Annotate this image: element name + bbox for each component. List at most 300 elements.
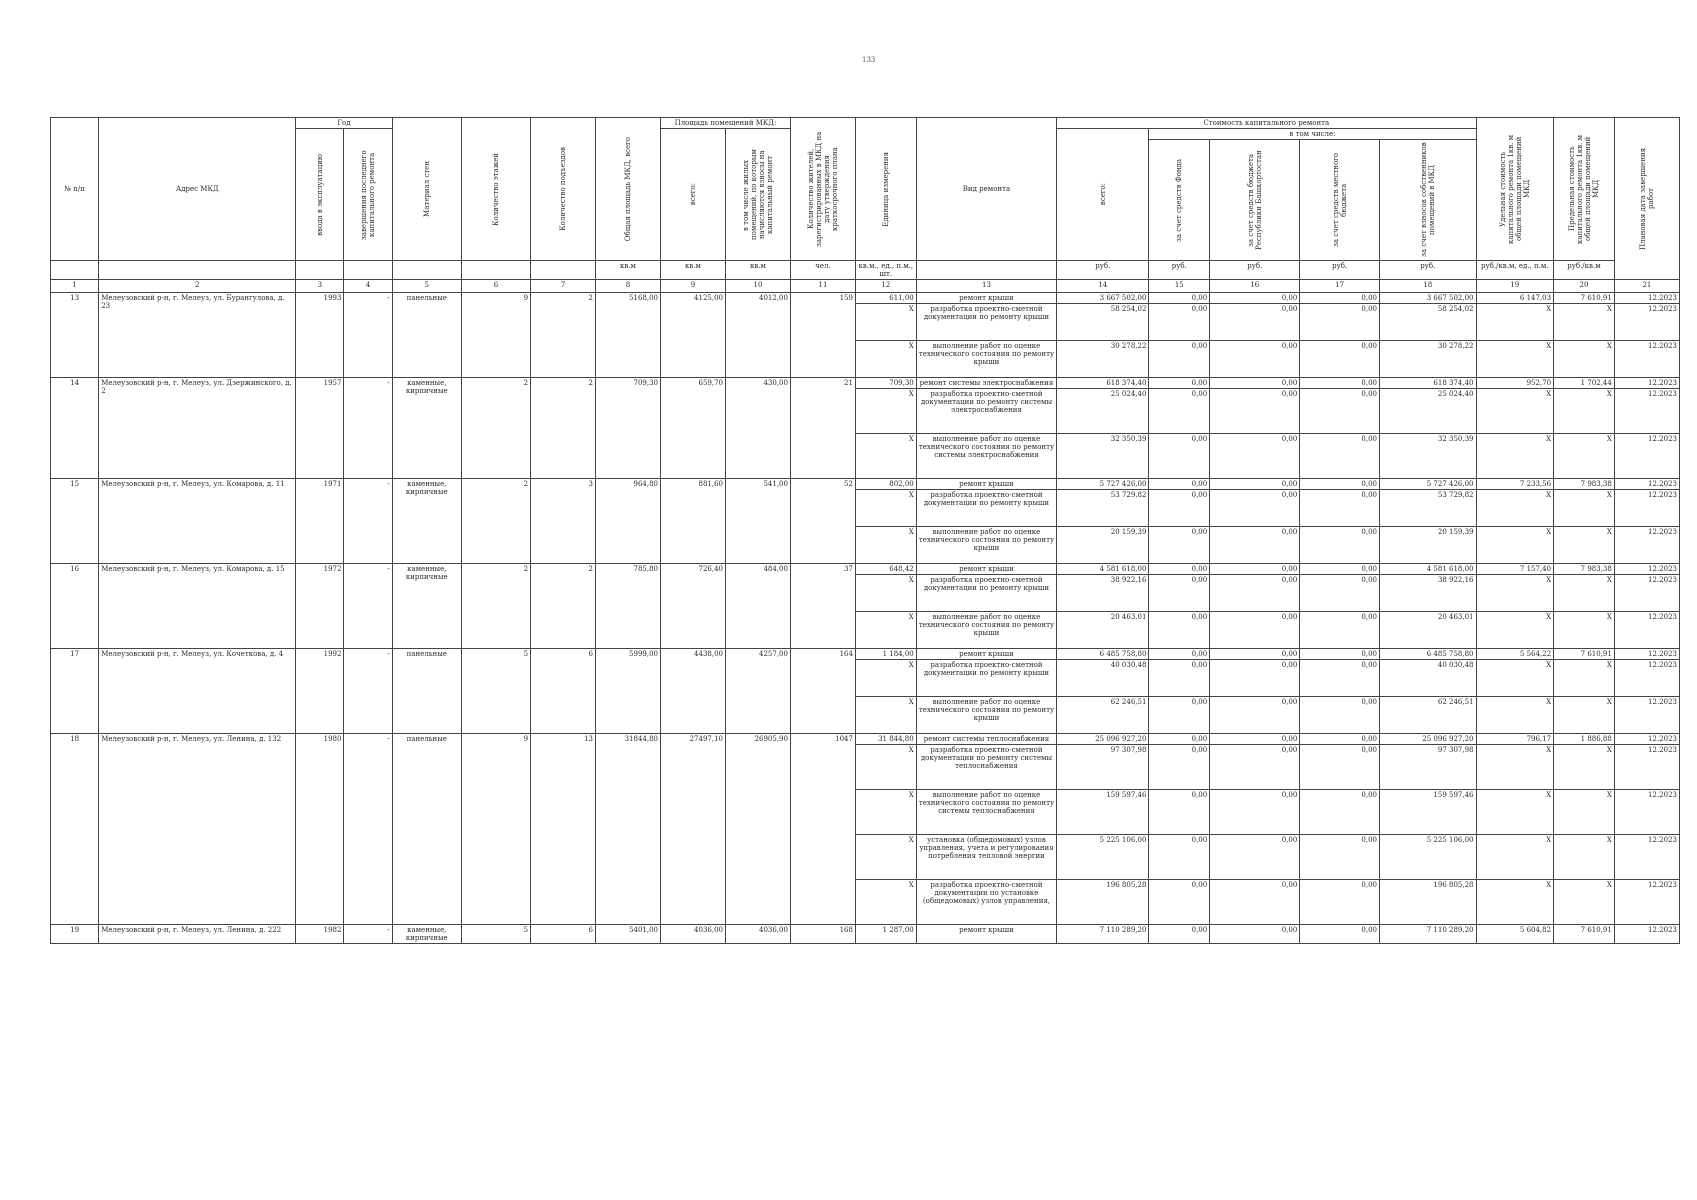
work-planned-date: 12.2023: [1614, 880, 1679, 925]
work-unit: X: [855, 790, 916, 835]
work-unit: X: [855, 612, 916, 649]
work-cost-fund: 0,00: [1149, 434, 1210, 479]
work-type: ремонт крыши: [916, 293, 1056, 304]
row-entrances: 2: [531, 564, 596, 649]
row-entrances: 6: [531, 649, 596, 734]
work-type: разработка проектно-сметной документации по ремонту крыши: [916, 490, 1056, 527]
work-max-cost: X: [1554, 880, 1615, 925]
row-year-commission: 1993: [296, 293, 344, 378]
work-unit-cost: X: [1476, 341, 1554, 378]
work-cost-fund: 0,00: [1149, 293, 1210, 304]
repair-plan-table: [50, 117, 1680, 944]
work-cost-local: 0,00: [1300, 378, 1380, 389]
work-cost-total: 5 727 426,00: [1057, 479, 1149, 490]
column-number: 4: [344, 280, 392, 293]
row-address: Мелеузовский р-н, г. Мелеуз, ул. Кочеткова, д. 4: [99, 649, 296, 734]
work-unit: 802,00: [855, 479, 916, 490]
work-type: выполнение работ по оценке технического состояния по ремонту крыши: [916, 341, 1056, 378]
work-cost-republic: 0,00: [1210, 880, 1300, 925]
row-entrances: 13: [531, 734, 596, 925]
work-max-cost: X: [1554, 660, 1615, 697]
row-walls: панельные: [392, 293, 461, 378]
table-row: [51, 649, 1680, 660]
header-residents: Количество жителей, зарегистрированных в МКД на дату утверждения краткосрочного плана: [790, 118, 855, 261]
work-cost-owners: 7 110 289,20: [1380, 925, 1477, 944]
work-type: разработка проектно-сметной документации по ремонту системы теплоснабжения: [916, 745, 1056, 790]
row-premises-total: 726,40: [661, 564, 726, 649]
work-unit-cost: 7 233,56: [1476, 479, 1554, 490]
row-address: Мелеузовский р-н, г. Мелеуз, ул. Дзержинского, д. 2: [99, 378, 296, 479]
row-premises-total: 659,70: [661, 378, 726, 479]
work-cost-local: 0,00: [1300, 835, 1380, 880]
header-planned-date: Плановая дата завершения работ: [1614, 118, 1679, 280]
row-residents: 52: [790, 479, 855, 564]
work-max-cost: X: [1554, 835, 1615, 880]
work-cost-local: 0,00: [1300, 479, 1380, 490]
work-unit-cost: X: [1476, 389, 1554, 434]
work-planned-date: 12.2023: [1614, 925, 1679, 944]
row-floors: 2: [461, 479, 530, 564]
table-row: [51, 734, 1680, 745]
row-residents: 164: [790, 649, 855, 734]
row-premises-fund: 4036,00: [725, 925, 790, 944]
work-unit: 31 844,80: [855, 734, 916, 745]
work-unit: X: [855, 745, 916, 790]
work-type: разработка проектно-сметной документации по ремонту крыши: [916, 304, 1056, 341]
row-residents: 37: [790, 564, 855, 649]
work-cost-republic: 0,00: [1210, 389, 1300, 434]
work-unit-cost: X: [1476, 697, 1554, 734]
work-cost-fund: 0,00: [1149, 880, 1210, 925]
work-cost-owners: 32 350,39: [1380, 434, 1477, 479]
work-unit: 1 287,00: [855, 925, 916, 944]
work-unit: 1 184,00: [855, 649, 916, 660]
work-planned-date: 12.2023: [1614, 434, 1679, 479]
work-max-cost: 1 886,88: [1554, 734, 1615, 745]
header-unit-measure: Единица измерения: [855, 118, 916, 261]
work-planned-date: 12.2023: [1614, 341, 1679, 378]
work-cost-owners: 20 463,01: [1380, 612, 1477, 649]
column-number: 7: [531, 280, 596, 293]
work-max-cost: 7 983,38: [1554, 564, 1615, 575]
table-row: [51, 925, 1680, 944]
work-unit: X: [855, 880, 916, 925]
work-type: выполнение работ по оценке технического состояния по ремонту крыши: [916, 527, 1056, 564]
work-planned-date: 12.2023: [1614, 734, 1679, 745]
work-cost-fund: 0,00: [1149, 389, 1210, 434]
work-cost-local: 0,00: [1300, 527, 1380, 564]
work-cost-total: 6 485 758,80: [1057, 649, 1149, 660]
header-year-commission: ввода в эксплуатацию: [296, 129, 344, 261]
work-type: выполнение работ по оценке технического состояния по ремонту системы электроснабжения: [916, 434, 1056, 479]
work-unit: X: [855, 835, 916, 880]
work-cost-republic: 0,00: [1210, 293, 1300, 304]
work-unit-cost: X: [1476, 490, 1554, 527]
row-premises-fund: 430,00: [725, 378, 790, 479]
work-planned-date: 12.2023: [1614, 612, 1679, 649]
work-planned-date: 12.2023: [1614, 378, 1679, 389]
work-max-cost: X: [1554, 612, 1615, 649]
header-premises-total: всего:: [661, 129, 726, 261]
work-type: ремонт крыши: [916, 925, 1056, 944]
work-max-cost: 1 702,44: [1554, 378, 1615, 389]
work-type: разработка проектно-сметной документации по ремонту системы электроснабжения: [916, 389, 1056, 434]
row-premises-total: 27497,10: [661, 734, 726, 925]
header-cost-republic: за счет средств бюджета Республики Башкортостан: [1210, 140, 1300, 261]
work-unit-cost: X: [1476, 880, 1554, 925]
table-row: [51, 479, 1680, 490]
table-row: [51, 378, 1680, 389]
header-premises-group: Площадь помещений МКД:: [661, 118, 791, 129]
work-cost-total: 159 597,46: [1057, 790, 1149, 835]
work-cost-owners: 3 667 502,00: [1380, 293, 1477, 304]
work-cost-total: 20 159,39: [1057, 527, 1149, 564]
work-cost-fund: 0,00: [1149, 745, 1210, 790]
work-cost-owners: 4 581 618,00: [1380, 564, 1477, 575]
work-cost-total: 38 922,16: [1057, 575, 1149, 612]
row-premises-fund: 541,00: [725, 479, 790, 564]
work-cost-total: 30 278,22: [1057, 341, 1149, 378]
work-cost-local: 0,00: [1300, 790, 1380, 835]
work-unit: X: [855, 575, 916, 612]
work-planned-date: 12.2023: [1614, 790, 1679, 835]
work-cost-fund: 0,00: [1149, 304, 1210, 341]
work-planned-date: 12.2023: [1614, 575, 1679, 612]
header-incl: в том числе:: [1149, 129, 1476, 140]
work-type: установка (общедомовых) узлов управления, учета и регулирования потребления тепловой энергии: [916, 835, 1056, 880]
header-year-group: Год: [296, 118, 392, 129]
column-number: 17: [1300, 280, 1380, 293]
column-number: 6: [461, 280, 530, 293]
work-cost-total: 53 729,82: [1057, 490, 1149, 527]
work-cost-fund: 0,00: [1149, 697, 1210, 734]
work-max-cost: X: [1554, 527, 1615, 564]
row-walls: панельные: [392, 734, 461, 925]
row-residents: 168: [790, 925, 855, 944]
header-num: № п/п: [51, 118, 99, 261]
work-cost-local: 0,00: [1300, 745, 1380, 790]
header-cost-total: всего:: [1057, 129, 1149, 261]
work-cost-local: 0,00: [1300, 490, 1380, 527]
work-max-cost: X: [1554, 790, 1615, 835]
work-unit: X: [855, 389, 916, 434]
work-unit-cost: 5 604,82: [1476, 925, 1554, 944]
row-walls: каменные, кирпичные: [392, 479, 461, 564]
row-premises-fund: 26905,90: [725, 734, 790, 925]
work-cost-fund: 0,00: [1149, 649, 1210, 660]
work-type: ремонт системы электроснабжения: [916, 378, 1056, 389]
work-max-cost: X: [1554, 697, 1615, 734]
row-year-last-repair: -: [344, 734, 392, 925]
row-floors: 9: [461, 734, 530, 925]
work-cost-owners: 25 024,40: [1380, 389, 1477, 434]
work-cost-local: 0,00: [1300, 575, 1380, 612]
row-total-area: 964,80: [596, 479, 661, 564]
work-unit-cost: X: [1476, 304, 1554, 341]
row-residents: 159: [790, 293, 855, 378]
row-year-last-repair: -: [344, 479, 392, 564]
work-max-cost: X: [1554, 434, 1615, 479]
row-year-commission: 1957: [296, 378, 344, 479]
row-number: 17: [51, 649, 99, 734]
work-planned-date: 12.2023: [1614, 660, 1679, 697]
work-unit: X: [855, 490, 916, 527]
row-address: Мелеузовский р-н, г. Мелеуз, ул. Комарова, д. 15: [99, 564, 296, 649]
row-floors: 9: [461, 293, 530, 378]
work-cost-owners: 5 727 426,00: [1380, 479, 1477, 490]
row-premises-total: 4036,00: [661, 925, 726, 944]
column-number: 14: [1057, 280, 1149, 293]
work-cost-total: 20 463,01: [1057, 612, 1149, 649]
row-floors: 2: [461, 564, 530, 649]
work-cost-owners: 62 246,51: [1380, 697, 1477, 734]
row-total-area: 709,30: [596, 378, 661, 479]
work-cost-republic: 0,00: [1210, 527, 1300, 564]
work-unit-cost: X: [1476, 575, 1554, 612]
row-year-commission: 1971: [296, 479, 344, 564]
row-address: Мелеузовский р-н, г. Мелеуз, ул. Комарова, д. 11: [99, 479, 296, 564]
row-total-area: 785,80: [596, 564, 661, 649]
work-cost-republic: 0,00: [1210, 649, 1300, 660]
row-number: 16: [51, 564, 99, 649]
work-type: выполнение работ по оценке технического состояния по ремонту системы теплоснабжения: [916, 790, 1056, 835]
work-cost-owners: 20 159,39: [1380, 527, 1477, 564]
header-cost-fund: за счет средств Фонда: [1149, 140, 1210, 261]
work-cost-owners: 38 922,16: [1380, 575, 1477, 612]
work-cost-local: 0,00: [1300, 304, 1380, 341]
work-cost-local: 0,00: [1300, 434, 1380, 479]
work-cost-owners: 196 805,28: [1380, 880, 1477, 925]
work-cost-local: 0,00: [1300, 564, 1380, 575]
row-year-last-repair: -: [344, 564, 392, 649]
work-cost-local: 0,00: [1300, 660, 1380, 697]
header-address: Адрес МКД: [99, 118, 296, 261]
work-max-cost: X: [1554, 341, 1615, 378]
row-address: Мелеузовский р-н, г. Мелеуз, ул. Ленина, д. 132: [99, 734, 296, 925]
work-unit-cost: X: [1476, 434, 1554, 479]
work-cost-republic: 0,00: [1210, 564, 1300, 575]
work-cost-republic: 0,00: [1210, 490, 1300, 527]
row-number: 18: [51, 734, 99, 925]
work-cost-republic: 0,00: [1210, 697, 1300, 734]
work-unit-cost: X: [1476, 660, 1554, 697]
row-walls: каменные, кирпичные: [392, 564, 461, 649]
work-type: разработка проектно-сметной документации по установке (общедомовых) узлов управления,: [916, 880, 1056, 925]
header-premises-fund: в том числе жилых помещений, по которым начисляются взносы на капитальный ремонт: [725, 129, 790, 261]
work-cost-owners: 97 307,98: [1380, 745, 1477, 790]
row-entrances: 6: [531, 925, 596, 944]
column-number: 1: [51, 280, 99, 293]
work-unit-cost: 796,17: [1476, 734, 1554, 745]
work-unit: X: [855, 660, 916, 697]
work-cost-local: 0,00: [1300, 612, 1380, 649]
work-type: ремонт крыши: [916, 649, 1056, 660]
row-entrances: 2: [531, 293, 596, 378]
row-total-area: 5168,00: [596, 293, 661, 378]
column-number: 8: [596, 280, 661, 293]
header-walls: Материал стен: [392, 118, 461, 261]
work-cost-fund: 0,00: [1149, 378, 1210, 389]
header-cost-group: Стоимость капитального ремонта: [1057, 118, 1476, 129]
row-entrances: 3: [531, 479, 596, 564]
work-planned-date: 12.2023: [1614, 564, 1679, 575]
work-cost-local: 0,00: [1300, 649, 1380, 660]
work-cost-republic: 0,00: [1210, 434, 1300, 479]
header-max-cost: Предельная стоимость капитального ремонта 1кв. м общей площади помещений МКД: [1554, 118, 1615, 261]
table-row: [51, 293, 1680, 304]
row-premises-total: 4438,00: [661, 649, 726, 734]
table-header: [51, 118, 1680, 293]
work-cost-total: 25 024,40: [1057, 389, 1149, 434]
table-body: [51, 293, 1680, 944]
work-cost-fund: 0,00: [1149, 341, 1210, 378]
work-unit: X: [855, 341, 916, 378]
column-number: 10: [725, 280, 790, 293]
header-entrances: Количество подъездов: [531, 118, 596, 261]
work-unit: X: [855, 527, 916, 564]
work-cost-fund: 0,00: [1149, 490, 1210, 527]
row-year-commission: 1992: [296, 649, 344, 734]
work-cost-fund: 0,00: [1149, 575, 1210, 612]
work-cost-fund: 0,00: [1149, 790, 1210, 835]
column-number: 5: [392, 280, 461, 293]
work-planned-date: 12.2023: [1614, 835, 1679, 880]
work-max-cost: 7 983,38: [1554, 479, 1615, 490]
work-planned-date: 12.2023: [1614, 697, 1679, 734]
work-type: ремонт крыши: [916, 564, 1056, 575]
header-repair-type: Вид ремонта: [916, 118, 1056, 261]
work-cost-local: 0,00: [1300, 341, 1380, 378]
work-cost-owners: 30 278,22: [1380, 341, 1477, 378]
work-cost-republic: 0,00: [1210, 745, 1300, 790]
work-cost-local: 0,00: [1300, 389, 1380, 434]
work-cost-owners: 159 597,46: [1380, 790, 1477, 835]
work-cost-total: 25 096 927,20: [1057, 734, 1149, 745]
row-year-last-repair: -: [344, 649, 392, 734]
work-cost-republic: 0,00: [1210, 378, 1300, 389]
row-total-area: 5401,00: [596, 925, 661, 944]
work-cost-republic: 0,00: [1210, 341, 1300, 378]
work-unit-cost: 7 157,40: [1476, 564, 1554, 575]
work-unit: 709,30: [855, 378, 916, 389]
column-number: 16: [1210, 280, 1300, 293]
work-cost-owners: 25 096 927,20: [1380, 734, 1477, 745]
column-number: 13: [916, 280, 1056, 293]
work-unit-cost: 5 564,22: [1476, 649, 1554, 660]
work-cost-total: 7 110 289,20: [1057, 925, 1149, 944]
row-entrances: 2: [531, 378, 596, 479]
row-address: Мелеузовский р-н, г. Мелеуз, ул. Бурангулова, д. 23: [99, 293, 296, 378]
work-cost-fund: 0,00: [1149, 479, 1210, 490]
work-unit-cost: X: [1476, 527, 1554, 564]
column-number: 3: [296, 280, 344, 293]
row-floors: 5: [461, 925, 530, 944]
work-unit: 648,42: [855, 564, 916, 575]
header-floors: Количество этажей: [461, 118, 530, 261]
work-max-cost: 7 610,91: [1554, 925, 1615, 944]
work-cost-local: 0,00: [1300, 697, 1380, 734]
work-unit-cost: X: [1476, 835, 1554, 880]
work-max-cost: X: [1554, 304, 1615, 341]
work-cost-fund: 0,00: [1149, 734, 1210, 745]
work-cost-republic: 0,00: [1210, 660, 1300, 697]
row-year-last-repair: -: [344, 925, 392, 944]
work-cost-fund: 0,00: [1149, 835, 1210, 880]
work-cost-republic: 0,00: [1210, 925, 1300, 944]
work-cost-total: 196 805,28: [1057, 880, 1149, 925]
work-cost-local: 0,00: [1300, 293, 1380, 304]
work-unit: 611,00: [855, 293, 916, 304]
work-cost-total: 58 254,02: [1057, 304, 1149, 341]
column-number: 2: [99, 280, 296, 293]
page-number: 133: [862, 56, 876, 64]
work-max-cost: 7 610,91: [1554, 293, 1615, 304]
row-year-commission: 1982: [296, 925, 344, 944]
work-type: выполнение работ по оценке технического состояния по ремонту крыши: [916, 612, 1056, 649]
work-max-cost: X: [1554, 575, 1615, 612]
work-cost-fund: 0,00: [1149, 660, 1210, 697]
work-unit: X: [855, 304, 916, 341]
work-cost-owners: 53 729,82: [1380, 490, 1477, 527]
work-unit-cost: 6 147,03: [1476, 293, 1554, 304]
work-cost-local: 0,00: [1300, 880, 1380, 925]
work-cost-owners: 618 374,40: [1380, 378, 1477, 389]
column-number: 18: [1380, 280, 1477, 293]
work-max-cost: X: [1554, 389, 1615, 434]
work-planned-date: 12.2023: [1614, 490, 1679, 527]
row-premises-total: 4125,00: [661, 293, 726, 378]
work-cost-republic: 0,00: [1210, 734, 1300, 745]
work-cost-total: 97 307,98: [1057, 745, 1149, 790]
row-number: 15: [51, 479, 99, 564]
work-cost-owners: 58 254,02: [1380, 304, 1477, 341]
work-max-cost: 7 610,91: [1554, 649, 1615, 660]
work-type: выполнение работ по оценке технического состояния по ремонту крыши: [916, 697, 1056, 734]
work-cost-total: 5 225 106,00: [1057, 835, 1149, 880]
work-planned-date: 12.2023: [1614, 527, 1679, 564]
work-max-cost: X: [1554, 490, 1615, 527]
row-number: 13: [51, 293, 99, 378]
header-cost-local: за счет средств местного бюджета: [1300, 140, 1380, 261]
work-cost-total: 40 030,48: [1057, 660, 1149, 697]
header-cost-owners: за счет взносов собственников помещений в МКД: [1380, 140, 1477, 261]
work-cost-republic: 0,00: [1210, 575, 1300, 612]
work-planned-date: 12.2023: [1614, 745, 1679, 790]
work-type: ремонт крыши: [916, 479, 1056, 490]
header-total-area: Общая площадь МКД, всего: [596, 118, 661, 261]
row-premises-fund: 4012,00: [725, 293, 790, 378]
work-planned-date: 12.2023: [1614, 389, 1679, 434]
row-walls: каменные, кирпичные: [392, 378, 461, 479]
work-cost-republic: 0,00: [1210, 835, 1300, 880]
header-year-last-repair: завершения последнего капитального ремонта: [344, 129, 392, 261]
work-cost-fund: 0,00: [1149, 612, 1210, 649]
row-total-area: 5999,00: [596, 649, 661, 734]
work-cost-owners: 5 225 106,00: [1380, 835, 1477, 880]
row-walls: панельные: [392, 649, 461, 734]
table-row: [51, 564, 1680, 575]
work-planned-date: 12.2023: [1614, 649, 1679, 660]
row-walls: каменные, кирпичные: [392, 925, 461, 944]
work-unit-cost: X: [1476, 790, 1554, 835]
row-year-last-repair: -: [344, 293, 392, 378]
work-cost-total: 618 374,40: [1057, 378, 1149, 389]
column-number: 11: [790, 280, 855, 293]
work-cost-total: 32 350,39: [1057, 434, 1149, 479]
row-year-commission: 1980: [296, 734, 344, 925]
row-total-area: 31844,80: [596, 734, 661, 925]
row-floors: 2: [461, 378, 530, 479]
